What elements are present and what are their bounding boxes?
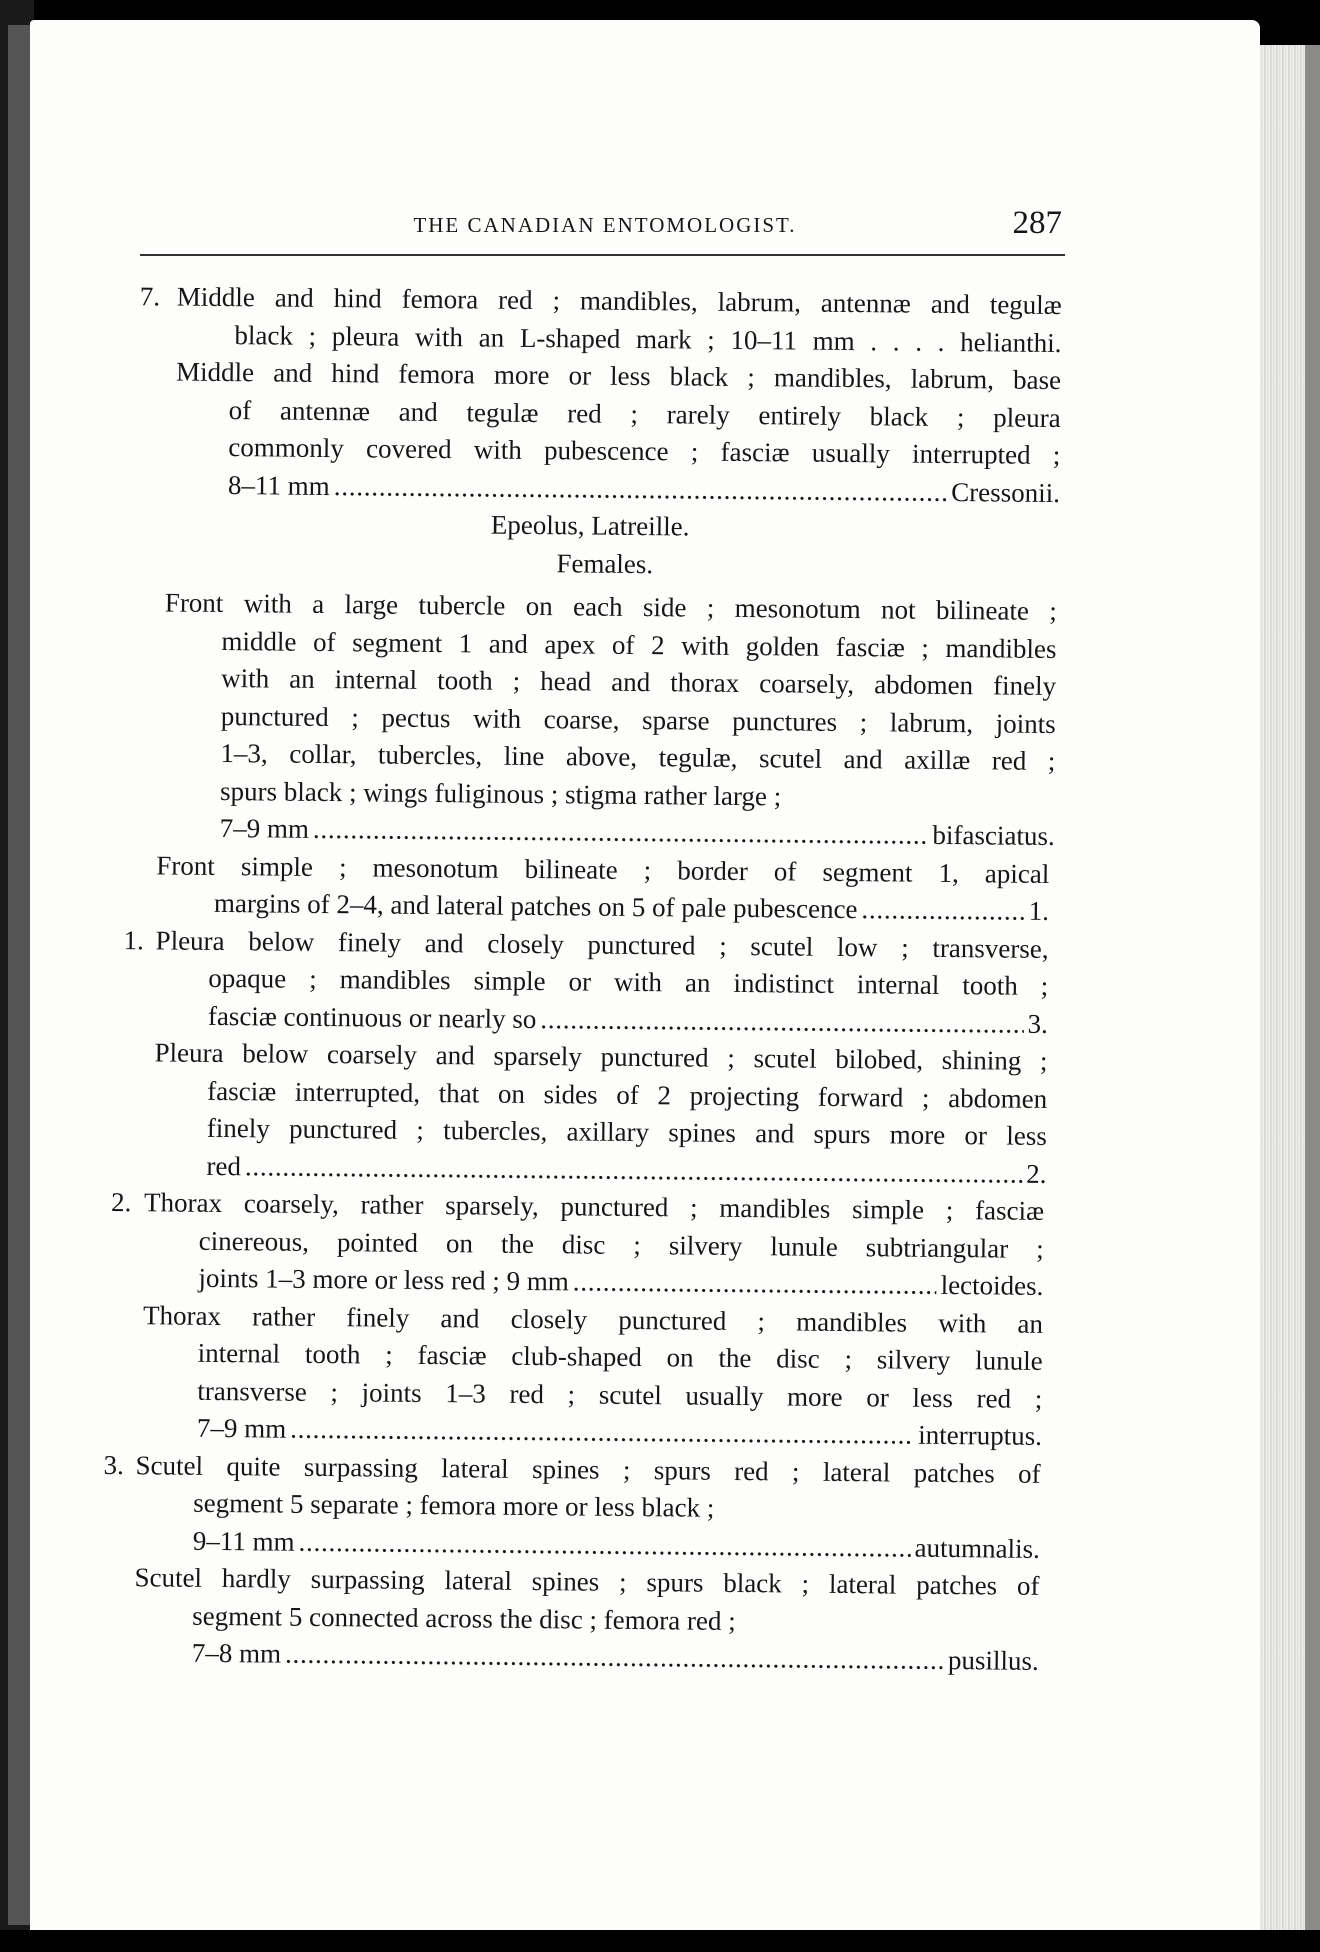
line-text: Scutel hardly surpassing lateral spines ; spurs black ; lateral patches of — [134, 1562, 1040, 1601]
line-text: opaque ; mandibles simple or with an indistinct internal tooth ; — [208, 962, 1049, 1001]
dot-leader — [298, 1523, 910, 1566]
line-text: segment 5 separate ; femora more or less black ; — [193, 1487, 715, 1523]
line-text: red — [206, 1150, 242, 1181]
couplet-reference: 1. — [1028, 895, 1050, 926]
line-text: Pleura below finely and closely punctured ; scutel low ; transverse, — [155, 924, 1049, 964]
couplet-number: 1. — [123, 924, 145, 955]
line-text: transverse ; joints 1–3 red ; scutel usually more or less red ; — [197, 1375, 1043, 1414]
dot-leader — [861, 891, 1025, 930]
species-name: pusillus. — [947, 1645, 1039, 1676]
line-text: 1–3, collar, tubercles, line above, tegulæ, scutel and axillæ red ; — [220, 737, 1056, 777]
dot-leader — [313, 811, 929, 854]
line-text: Middle and hind femora more or less black ; mandibles, labrum, base — [175, 356, 1062, 396]
line-text: internal tooth ; fasciæ club-shaped on the disc ; silvery lunule — [197, 1337, 1043, 1376]
line-text: Thorax coarsely, rather sparsely, punctured ; mandibles simple ; fasciæ — [143, 1187, 1045, 1226]
line-text: fasciæ continuous or nearly so — [207, 1000, 537, 1034]
line-text: Middle and hind femora red ; mandibles, labrum, antennæ and tegulæ — [176, 281, 1062, 321]
line-text: fasciæ interrupted, that on sides of 2 projecting forward ; abdomen — [207, 1075, 1048, 1114]
species-name: Cressonii. — [951, 476, 1061, 508]
line-text: Thorax rather finely and closely punctured ; mandibles with an — [142, 1299, 1044, 1339]
line-text: Front simple ; mesonotum bilineate ; border of segment 1, apical — [156, 849, 1050, 889]
page-header — [140, 205, 1070, 245]
line-text: 7–9 mm — [196, 1412, 287, 1444]
dot-leader — [540, 1001, 1024, 1043]
header-rule — [140, 254, 1065, 256]
couplet-reference: 3. — [1027, 1008, 1049, 1039]
line-text: cinereous, pointed on the disc ; silvery lunule subtriangular ; — [198, 1225, 1044, 1264]
dot-leader — [285, 1636, 944, 1680]
section-heading-text: Females. — [556, 547, 654, 579]
book-gutter — [8, 25, 30, 1925]
species-name: bifasciatus. — [932, 819, 1055, 851]
key-text — [103, 278, 1065, 1681]
line-text: with an internal tooth ; head and thorax coarsely, abdomen finely — [221, 662, 1057, 702]
line-text: punctured ; pectus with coarse, sparse punctures ; labrum, joints — [220, 700, 1056, 739]
couplet-number: 7. — [139, 281, 161, 312]
page-edges-shadow — [1305, 45, 1320, 1940]
line-text: margins of 2–4, and lateral patches on 5 of pale pubescence — [213, 887, 858, 925]
line-text: finely punctured ; tubercles, axillary spines and spurs more or less — [206, 1112, 1047, 1151]
line-text: 9–11 mm — [192, 1525, 295, 1557]
couplet-reference: 2. — [1026, 1158, 1047, 1189]
line-text: 7–8 mm — [191, 1637, 282, 1669]
dot-leader — [290, 1411, 914, 1454]
couplet-number: 2. — [110, 1186, 132, 1218]
section-heading — [117, 540, 1062, 587]
dot-leader — [573, 1263, 937, 1304]
running-title: THE CANADIAN ENTOMOLOGIST. — [413, 213, 797, 237]
dot-leader — [334, 468, 948, 511]
line-text: Scutel quite surpassing lateral spines ; spurs red ; lateral patches of — [135, 1449, 1041, 1489]
species-name: lectoides. — [940, 1269, 1044, 1301]
line-text: of antennæ and tegulæ red ; rarely entirely black ; pleura — [228, 394, 1061, 433]
species-name: interruptus. — [918, 1419, 1043, 1451]
scan-bottom-border — [0, 1930, 1320, 1952]
line-text: black ; pleura with an L-shaped mark ; 10–11 mm . . . . helianthi. — [234, 319, 1062, 358]
couplet-number: 3. — [103, 1449, 125, 1480]
line-text: middle of segment 1 and apex of 2 with golden fasciæ ; mandibles — [221, 625, 1057, 664]
line-text: Pleura below coarsely and sparsely punctured ; scutel bilobed, shining ; — [154, 1037, 1048, 1076]
line-text: 8–11 mm — [227, 469, 330, 501]
line-text: spurs black ; wings fuliginous ; stigma rather large ; — [219, 775, 782, 811]
line-text: commonly covered with pubescence ; fasciæ usually interrupted ; — [228, 432, 1061, 471]
page-number: 287 — [1012, 205, 1062, 241]
line-text: Front with a large tubercle on each side ; mesonotum not bilineate ; — [164, 587, 1057, 627]
species-name: autumnalis. — [914, 1532, 1040, 1564]
line-text: segment 5 connected across the disc ; femora red ; — [192, 1600, 736, 1636]
genus-heading-text: Epeolus, Latreille. — [490, 509, 690, 542]
line-text: joints 1–3 more or less red ; 9 mm — [198, 1262, 570, 1297]
line-text: 7–9 mm — [219, 812, 310, 844]
